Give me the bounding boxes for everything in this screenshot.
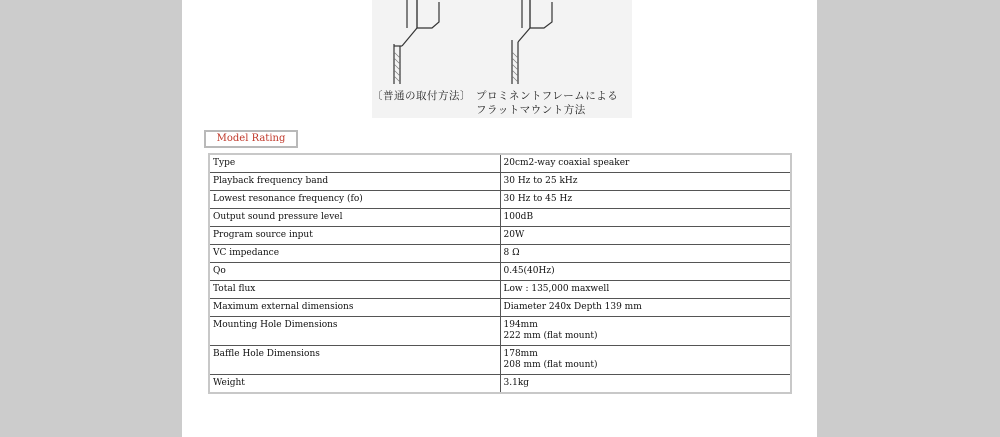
- spec-row: [209, 245, 791, 263]
- spec-label: Program source input: [209, 227, 500, 245]
- spec-label: Lowest resonance frequency (fo): [209, 191, 500, 209]
- mounting-diagram: [372, 0, 632, 118]
- spec-label: Type: [209, 154, 500, 173]
- spec-value-line: 208 mm (flat mount): [503, 360, 598, 370]
- spec-row: [209, 154, 791, 173]
- spec-row: [209, 281, 791, 299]
- spec-value-line: 194mm: [503, 320, 538, 330]
- spec-value: [500, 375, 791, 394]
- spec-value: [500, 263, 791, 281]
- spec-value: [500, 173, 791, 191]
- spec-row: [209, 173, 791, 191]
- caption-standard-mount: 〔普通の取付方法〕: [372, 90, 471, 102]
- caption-flat-mount-line1: プロミネントフレームによる: [476, 90, 619, 102]
- spec-value: [500, 317, 791, 346]
- caption-flat-mount-line2: フラットマウント方法: [476, 104, 586, 116]
- spec-value-line: 30 Hz to 45 Hz: [503, 194, 573, 204]
- spec-label: Mounting Hole Dimensions: [209, 317, 500, 346]
- spec-value-line: 3.1kg: [503, 378, 530, 388]
- spec-value: [500, 209, 791, 227]
- spec-row: [209, 299, 791, 317]
- spec-value-line: 222 mm (flat mount): [503, 331, 598, 341]
- spec-value-line: 0.45(40Hz): [503, 266, 555, 276]
- spec-value-line: 178mm: [503, 349, 538, 359]
- spec-row: [209, 227, 791, 245]
- content-page: [182, 0, 817, 437]
- spec-row: [209, 346, 791, 375]
- spec-value: [500, 299, 791, 317]
- spec-value-line: 30 Hz to 25 kHz: [503, 176, 578, 186]
- spec-value: [500, 245, 791, 263]
- spec-value-line: 100dB: [503, 212, 534, 222]
- spec-value-line: Diameter 240x Depth 139 mm: [503, 302, 642, 312]
- spec-label: Maximum external dimensions: [209, 299, 500, 317]
- spec-row: [209, 209, 791, 227]
- spec-label: Weight: [209, 375, 500, 394]
- spec-value: [500, 227, 791, 245]
- spec-label: Baffle Hole Dimensions: [209, 346, 500, 375]
- spec-label: Output sound pressure level: [209, 209, 500, 227]
- spec-value: [500, 154, 791, 173]
- spec-row: [209, 317, 791, 346]
- spec-value-line: 20cm2-way coaxial speaker: [503, 158, 630, 168]
- section-title: Model Rating: [204, 130, 298, 148]
- spec-value: [500, 281, 791, 299]
- spec-label: Playback frequency band: [209, 173, 500, 191]
- spec-table: [208, 153, 792, 394]
- spec-value: [500, 346, 791, 375]
- spec-row: [209, 191, 791, 209]
- spec-row: [209, 375, 791, 394]
- spec-table-body: [209, 154, 791, 393]
- spec-value-line: Low : 135,000 maxwell: [503, 284, 610, 294]
- spec-label: Total flux: [209, 281, 500, 299]
- spec-label: Qo: [209, 263, 500, 281]
- spec-label: VC impedance: [209, 245, 500, 263]
- spec-row: [209, 263, 791, 281]
- spec-value: [500, 191, 791, 209]
- spec-value-line: 8 Ω: [503, 248, 520, 258]
- spec-value-line: 20W: [503, 230, 525, 240]
